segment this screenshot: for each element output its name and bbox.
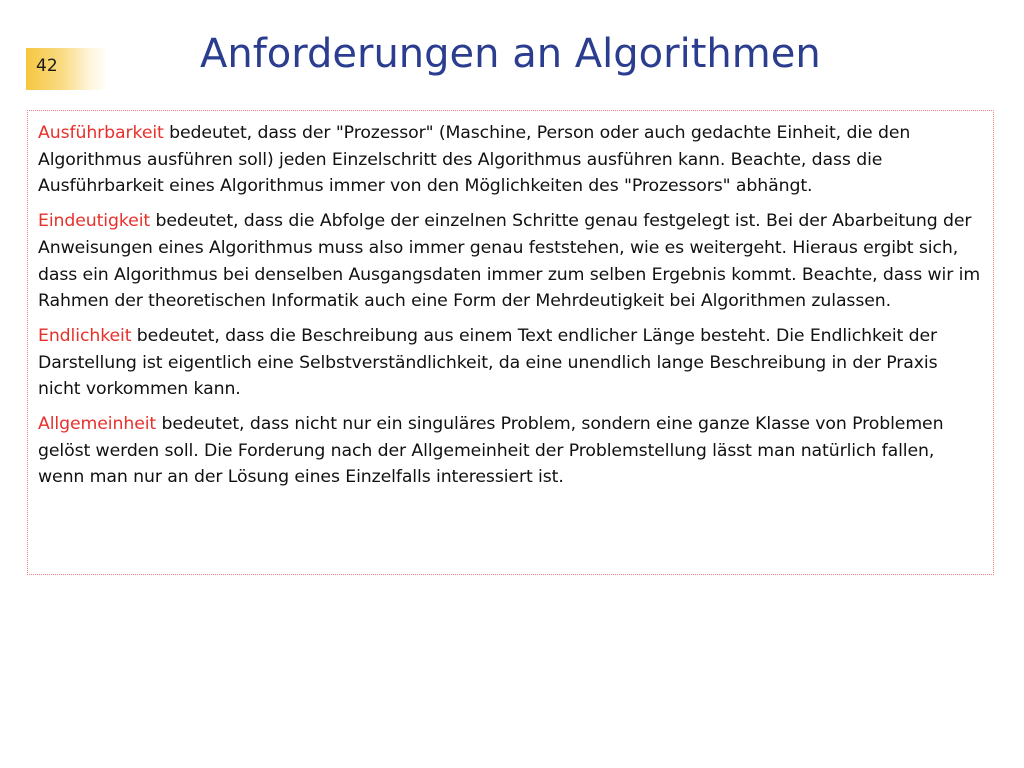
definition-term: Eindeutigkeit <box>38 211 151 232</box>
definition-text: bedeutet, dass die Beschreibung aus einem Text endlicher Länge besteht. Die Endlichkeit der Darstellung ist eigentlich eine Selbstverständlichkeit, da eine unendlich lange Beschreibung in der Praxis nicht vorkommen kann. <box>38 325 938 400</box>
definition-eindeutigkeit <box>38 208 983 315</box>
definition-text: bedeutet, dass die Abfolge der einzelnen Schritte genau festgelegt ist. Bei der Abarbeitung der Anweisungen eines Algorithmus muss also immer genau feststehen, wie es weitergeht. Hieraus ergibt sich, dass ein Algorithmus bei denselben Ausgangsdaten immer zum selben Ergebnis kommt. Beachte, dass wir im Rahmen der theoretischen Informatik auch eine Form der Mehrdeutigkeit bei Algorithmen zulassen. <box>38 211 981 312</box>
slide-title: Anforderungen an Algorithmen <box>200 31 821 77</box>
definition-text: bedeutet, dass der "Prozessor" (Maschine, Person oder auch gedachte Einheit, die den Algorithmus ausführen soll) jeden Einzelschritt des Algorithmus ausführen kann. Beachte, dass die Ausführbarkeit eines Algorithmus immer von den Möglichkeiten des "Prozessors" abhängt. <box>38 123 911 197</box>
definition-ausfuehrbarkeit <box>38 120 983 200</box>
definition-term: Allgemeinheit <box>38 414 157 435</box>
definition-term: Endlichkeit <box>38 325 132 346</box>
definitions-box <box>27 110 994 575</box>
definition-text: bedeutet, dass nicht nur ein singuläres Problem, sondern eine ganze Klasse von Problemen gelöst werden soll. Die Forderung nach der Allgemeinheit der Problemstellung lässt man natürlich fallen, wenn man nur an der Lösung eines Einzelfalls interessiert ist. <box>38 414 944 488</box>
definition-term: Ausführbarkeit <box>38 123 164 143</box>
definition-endlichkeit <box>38 323 983 403</box>
definition-allgemeinheit <box>38 411 983 491</box>
page-number: 42 <box>36 56 58 76</box>
